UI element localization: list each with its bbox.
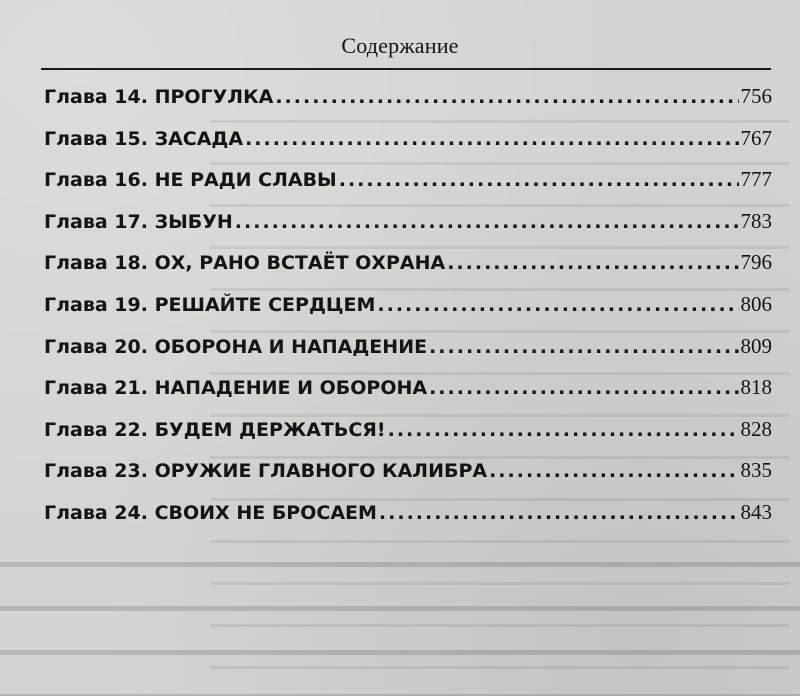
toc-page-number: 767 bbox=[740, 125, 772, 150]
toc-leader-dots bbox=[429, 377, 738, 399]
toc-entry bbox=[44, 375, 772, 417]
table-of-contents bbox=[44, 84, 772, 542]
toc-leader-dots bbox=[377, 294, 738, 316]
toc-page-number: 756 bbox=[740, 84, 772, 108]
page-title: Содержание bbox=[341, 33, 459, 58]
toc-chapter-title: Глава 23. ОРУЖИЕ ГЛАВНОГО КАЛИБРА bbox=[44, 460, 488, 483]
toc-chapter-title: Глава 19. РЕШАЙТЕ СЕРДЦЕМ bbox=[44, 293, 376, 316]
toc-leader-dots bbox=[245, 128, 738, 150]
toc-entry bbox=[44, 417, 772, 459]
toc-page-number: 835 bbox=[740, 458, 772, 483]
toc-leader-dots bbox=[429, 336, 738, 358]
toc-entry bbox=[44, 500, 772, 542]
toc-leader-dots bbox=[447, 252, 738, 274]
toc-chapter-title: Глава 15. ЗАСАДА bbox=[44, 127, 244, 150]
toc-entry bbox=[44, 126, 772, 168]
toc-page-number: 843 bbox=[740, 499, 772, 524]
toc-entry bbox=[44, 84, 772, 126]
toc-leader-dots bbox=[379, 502, 739, 524]
toc-entry bbox=[44, 292, 772, 334]
toc-leader-dots bbox=[388, 419, 739, 441]
toc-leader-dots bbox=[339, 169, 739, 191]
toc-entry bbox=[44, 209, 772, 251]
toc-page-number: 809 bbox=[740, 333, 772, 358]
toc-page-number: 818 bbox=[740, 375, 772, 400]
toc-entry bbox=[44, 458, 772, 500]
toc-entry bbox=[44, 334, 772, 376]
bleed-through-text-bottom bbox=[0, 540, 800, 696]
toc-page-number: 806 bbox=[740, 291, 772, 316]
toc-page-number: 783 bbox=[740, 208, 772, 233]
toc-chapter-title: Глава 17. ЗЫБУН bbox=[44, 210, 233, 233]
toc-chapter-title: Глава 18. ОХ, РАНО ВСТАЁТ ОХРАНА bbox=[44, 252, 446, 275]
toc-chapter-title: Глава 24. СВОИХ НЕ БРОСАЕМ bbox=[44, 501, 377, 524]
toc-entry bbox=[44, 250, 772, 292]
toc-leader-dots bbox=[235, 211, 739, 233]
toc-chapter-title: Глава 21. НАПАДЕНИЕ И ОБОРОНА bbox=[44, 377, 428, 400]
toc-leader-dots bbox=[275, 86, 738, 108]
toc-page-number: 796 bbox=[740, 250, 772, 275]
toc-entry bbox=[44, 167, 772, 209]
toc-page-number: 777 bbox=[740, 167, 772, 192]
header-divider bbox=[41, 68, 771, 70]
toc-chapter-title: Глава 14. ПРОГУЛКА bbox=[44, 86, 274, 108]
toc-leader-dots bbox=[489, 460, 738, 482]
toc-page-number: 828 bbox=[740, 416, 772, 441]
toc-chapter-title: Глава 22. БУДЕМ ДЕРЖАТЬСЯ! bbox=[44, 418, 386, 441]
toc-chapter-title: Глава 20. ОБОРОНА И НАПАДЕНИЕ bbox=[44, 335, 428, 358]
toc-chapter-title: Глава 16. НЕ РАДИ СЛАВЫ bbox=[44, 169, 337, 192]
